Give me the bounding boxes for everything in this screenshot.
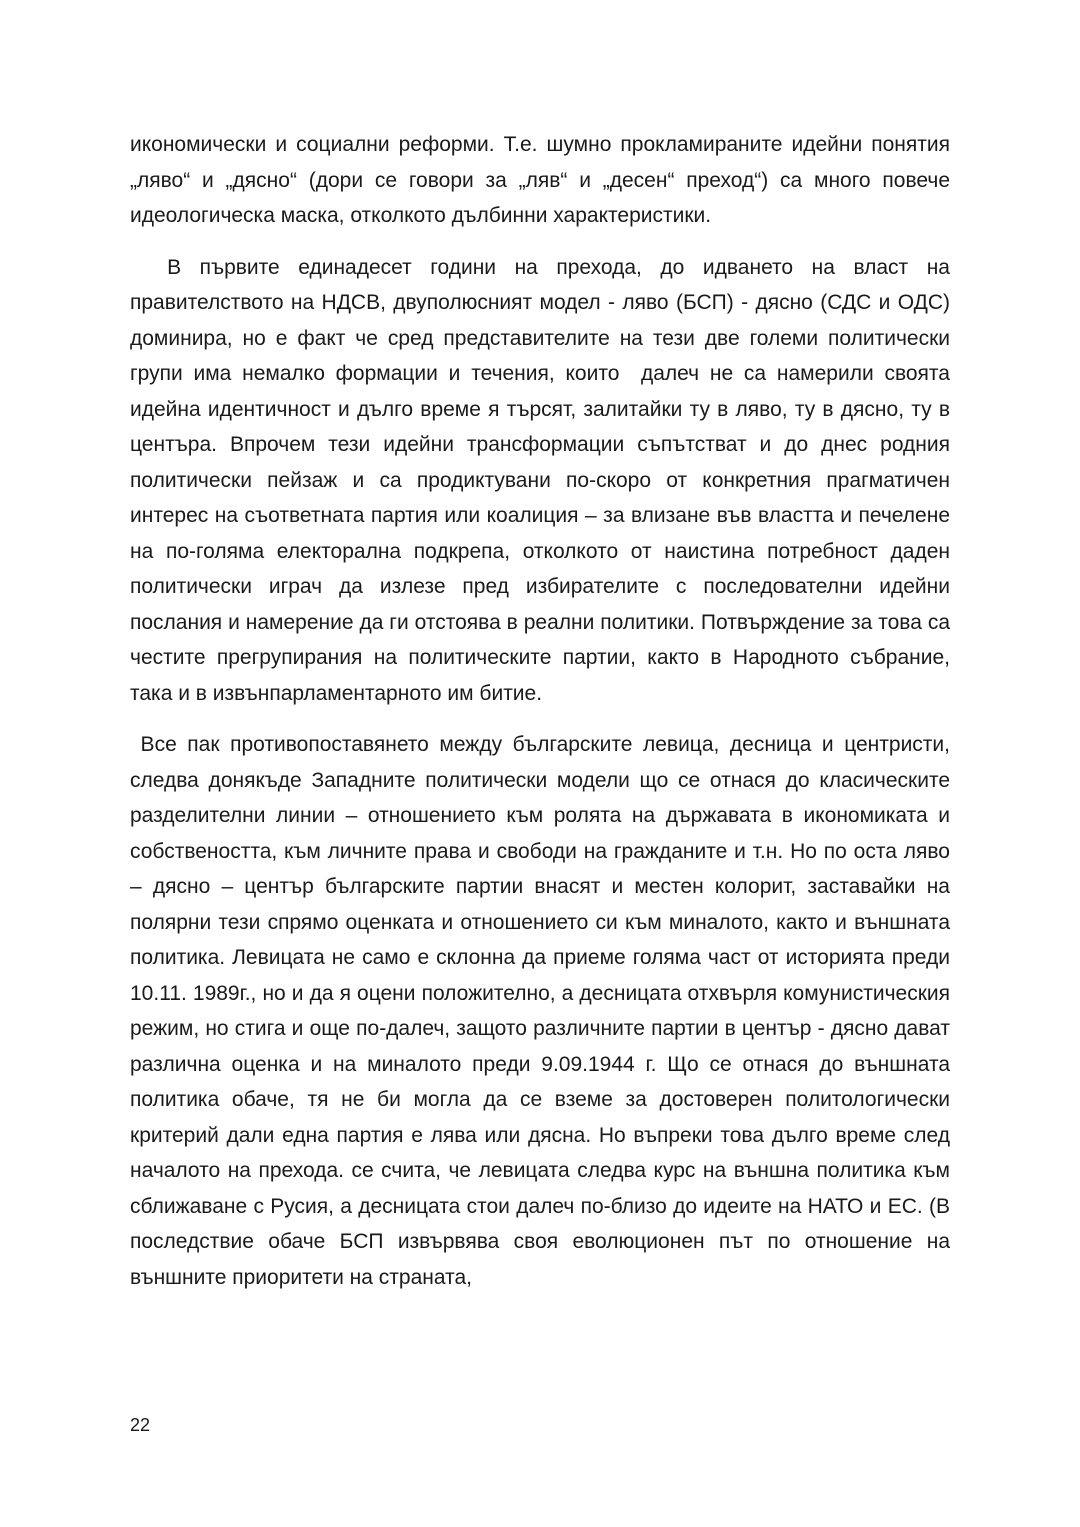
paragraph-1: икономически и социални реформи. Т.е. шумно прокламираните идейни понятия „ляво“ и „дясно“ (дори се говори за „ляв“ и „десен“ преход“) са много повече идеологическа маска, отколкото дълбинни характеристики. <box>130 133 950 227</box>
page-number: 22 <box>130 1415 151 1435</box>
paragraph-3: Все пак противопоставянето между българските левица, десница и центристи, следва донякъде Западните политически модели що се отнася до класическите разделителни линии – отношението към ролята на държавата в икономиката и собствеността, към личните права и свободи на гражданите и т.н. Но по оста ляво – дясно – център българските партии внасят и местен колорит, заставайки на полярни тези спрямо оценката и отношението си към миналото, както и външната политика. Левицата не само е склонна да приеме голяма част от историята преди 10.11. 1989г., но и да я оцени положително, а десницата отхвърля комунистическия режим, но стига и още по-далеч, защото различните партии в център - дясно дават различна оценка и на миналото преди 9.09.1944 г. Що се отнася до външната политика обаче, тя не би могла да се вземе за достоверен политологически критерий дали една партия е лява или дясна. Но въпреки това дълго време след началото на прехода. се счита, че левицата следва курс на външна политика към сближаване с Русия, а десницата стои далеч по-близо до идеите на НАТО и ЕС. (В последствие обаче БСП извървява своя еволюционен път по отношение на външните приоритети на страната, <box>130 733 950 1289</box>
paragraph-2: В първите единадесет години на прехода, до идването на власт на правителството на НДСВ, двуполюсният модел - ляво (БСП) - дясно (СДС и ОДС) доминира, но е факт че сред представителите на тези две големи политически групи има немалко формации и течения, които далеч не са намерили своята идейна идентичност и дълго време я търсят, залитайки ту в ляво, ту в дясно, ту в центъра. Впрочем тези идейни трансформации съпътстват и до днес родния политически пейзаж и са продиктувани по-скоро от конкретния прагматичен интерес на съответната партия или коалиция – за влизане във властта и печелене на по-голяма електорална подкрепа, отколкото от наистина потребност даден политически играч да излезе пред избирателите с последователни идейни послания и намерение да ги отстоява в реални политики. Потвърждение за това са честите прегрупирания на политическите партии, както в Народното събрание, така и в извънпарламентарното им битие. <box>130 255 950 705</box>
page-body <box>130 127 950 1295</box>
